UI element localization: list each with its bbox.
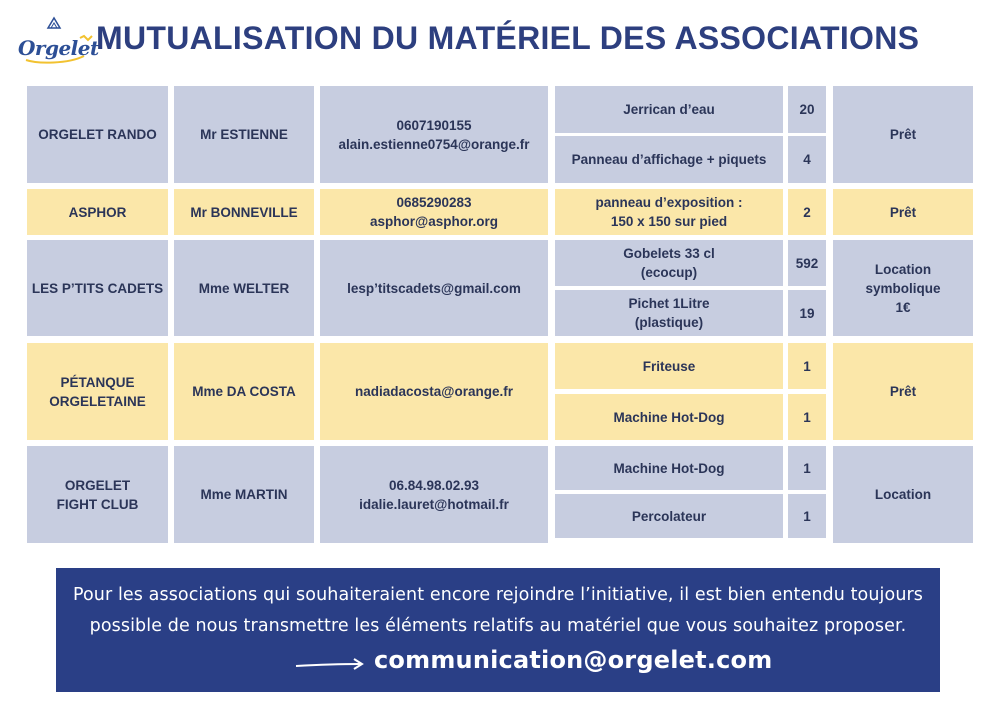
coordinates-text: [355, 382, 513, 401]
quantity-cell: [788, 290, 826, 336]
page-title: MUTUALISATION DU MATÉRIEL DES ASSOCIATIONS: [96, 20, 920, 56]
association-name-text: [49, 373, 146, 411]
terms-text: [890, 125, 916, 144]
quantity: 1: [803, 409, 811, 425]
equipment-item-text: [572, 150, 767, 169]
equipment-item-text: [628, 294, 709, 332]
association-name-cell: [27, 86, 168, 183]
coordinates-line: nadiadacosta@orange.fr: [355, 384, 513, 399]
equipment-item-cell: [555, 136, 783, 183]
banner-text: [56, 580, 940, 642]
banner-line-2: possible de nous transmettre les éléments relatifs au matériel que vous souhaitez proposer.: [89, 616, 907, 636]
contact-person-cell: [174, 343, 314, 440]
quantity: 1: [803, 460, 811, 476]
coordinates-line: lesp’titscadets@gmail.com: [347, 280, 521, 296]
terms-text: [865, 260, 940, 317]
equipment-item-cell: [555, 290, 783, 336]
contact-person: Mr BONNEVILLE: [190, 204, 298, 220]
association-name-cell: [27, 240, 168, 336]
equipment-item-line: Machine Hot-Dog: [613, 409, 725, 425]
equipment-item-line: (ecocup): [640, 265, 698, 280]
equipment-item-line: Panneau d’affichage + piquets: [571, 152, 767, 167]
quantity: 1: [803, 508, 811, 524]
contact-person-cell: [174, 240, 314, 336]
coordinates-cell: [320, 86, 548, 183]
quantity: 20: [799, 102, 815, 117]
coordinates-cell: [320, 189, 548, 235]
association-name-text: [38, 125, 157, 144]
terms-line: Location: [874, 487, 932, 502]
quantity: 592: [795, 255, 819, 271]
association-name-cell: [27, 446, 168, 543]
terms-line: Location: [874, 261, 932, 277]
coordinates-cell: [320, 446, 548, 543]
association-name-line: PÉTANQUE: [60, 374, 135, 390]
coordinates-cell: [320, 240, 548, 336]
coordinates-line: 0685290283: [396, 195, 472, 210]
equipment-item-text: [595, 193, 742, 231]
coordinates-text: [339, 116, 530, 154]
equipment-item-text: [623, 100, 715, 119]
association-name-text: [32, 279, 163, 298]
equipment-item-line: (plastique): [634, 315, 704, 330]
terms-cell: [833, 446, 973, 543]
terms-text: [890, 203, 916, 222]
quantity-cell: [788, 494, 826, 538]
equipment-item-text: [623, 244, 715, 282]
logo-text: Orgelet: [18, 36, 99, 60]
equipment-item-cell: [555, 240, 783, 286]
contact-person-cell: [174, 189, 314, 235]
association-name-line: FIGHT CLUB: [56, 496, 139, 512]
coordinates-cell: [320, 343, 548, 440]
association-name-cell: [27, 189, 168, 235]
terms-cell: [833, 189, 973, 235]
terms-cell: [833, 86, 973, 183]
quantity: 4: [803, 152, 811, 167]
terms-line: Prêt: [889, 127, 917, 142]
quantity-cell: [788, 343, 826, 389]
association-name-line: LES P’TITS CADETS: [31, 280, 164, 296]
association-name-cell: [27, 343, 168, 440]
equipment-item-text: [614, 459, 725, 478]
equipment-item-line: Machine Hot-Dog: [613, 460, 725, 476]
contact-person-cell: [174, 86, 314, 183]
equipment-item-cell: [555, 86, 783, 133]
equipment-item-text: [632, 507, 706, 526]
contact-person: Mr ESTIENNE: [200, 127, 288, 142]
equipment-item-cell: [555, 494, 783, 538]
equipment-item-text: [614, 408, 725, 427]
banner-line-1: Pour les associations qui souhaiteraient encore rejoindre l’initiative, il est bien entendu toujours: [72, 585, 924, 605]
terms-text: [875, 485, 931, 504]
equipment-item-line: Friteuse: [642, 358, 696, 374]
equipment-item-line: panneau d’exposition :: [595, 195, 743, 210]
equipment-item-line: Gobelets 33 cl: [623, 246, 715, 261]
quantity: 19: [799, 305, 815, 321]
quantity-cell: [788, 86, 826, 133]
coordinates-line: 06.84.98.02.93: [388, 477, 480, 493]
contact-person-cell: [174, 446, 314, 543]
equipment-item-line: 150 x 150 sur pied: [610, 214, 728, 229]
terms-line: symbolique: [865, 280, 941, 296]
equipment-item-line: Pichet 1Litre: [628, 296, 710, 311]
association-name-line: ORGELETAINE: [49, 393, 146, 409]
association-name-text: [57, 476, 139, 514]
contact-person: Mme DA COSTA: [192, 384, 296, 399]
arrow-right-icon: [294, 658, 368, 672]
quantity-cell: [788, 240, 826, 286]
terms-line: Prêt: [889, 204, 917, 220]
coordinates-line: 0607190155: [396, 117, 472, 133]
quantity-cell: [788, 136, 826, 183]
equipment-item-cell: [555, 189, 783, 235]
quantity: 1: [803, 358, 811, 374]
equipment-item-cell: [555, 394, 783, 440]
terms-line: 1€: [895, 299, 911, 315]
orgelet-logo: [18, 14, 99, 72]
equipment-item-line: Percolateur: [631, 508, 707, 524]
quantity-cell: [788, 189, 826, 235]
equipment-item-line: Jerrican d’eau: [623, 102, 715, 117]
association-name-line: ORGELET RANDO: [38, 127, 157, 142]
coordinates-text: [370, 193, 498, 231]
contact-email-link[interactable]: communication@orgelet.com: [374, 646, 773, 674]
equipment-item-cell: [555, 446, 783, 490]
info-banner: [56, 568, 940, 692]
quantity-cell: [788, 394, 826, 440]
quantity: 2: [803, 204, 811, 220]
coordinates-line: idalie.lauret@hotmail.fr: [359, 496, 509, 512]
contact-person: Mme WELTER: [198, 280, 290, 296]
coordinates-line: asphor@asphor.org: [370, 214, 498, 229]
equipment-item-text: [643, 357, 696, 376]
terms-cell: [833, 240, 973, 336]
terms-line: Prêt: [889, 384, 917, 399]
equipment-item-cell: [555, 343, 783, 389]
coordinates-text: [347, 279, 521, 298]
quantity-cell: [788, 446, 826, 490]
terms-text: [890, 382, 916, 401]
coordinates-line: alain.estienne0754@orange.fr: [338, 136, 530, 152]
association-name-line: ORGELET: [64, 477, 131, 493]
association-name-line: ASPHOR: [68, 204, 127, 220]
association-name-text: [69, 203, 127, 222]
contact-person: Mme MARTIN: [200, 487, 288, 502]
terms-cell: [833, 343, 973, 440]
coordinates-text: [359, 476, 509, 514]
